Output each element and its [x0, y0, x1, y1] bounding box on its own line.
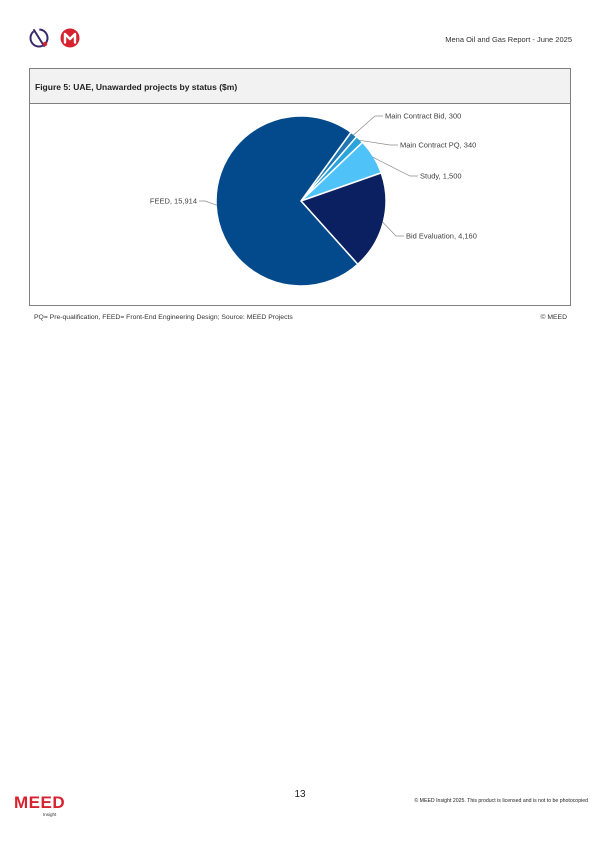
report-title: Mena Oil and Gas Report - June 2025 — [445, 35, 572, 44]
data-label-bid-evaluation: Bid Evaluation, 4,160 — [406, 231, 477, 241]
data-label-main-contract-pq: Main Contract PQ, 340 — [400, 140, 477, 150]
leader-line — [353, 116, 383, 135]
page-number: 13 — [294, 789, 306, 800]
pie-chart — [30, 104, 570, 304]
leader-line — [382, 222, 404, 236]
data-label-main-contract-bid: Main Contract Bid, 300 — [385, 111, 462, 121]
meed-insight-logo — [14, 793, 66, 817]
meed-m-logo-icon — [60, 28, 80, 48]
source-note: PQ= Pre-qualification, FEED= Front-End Engineering Design; Source: MEED Projects — [34, 314, 293, 321]
figure-header — [30, 69, 570, 104]
leader-line — [199, 201, 217, 205]
meed-brand-sub: Insight — [43, 812, 57, 817]
data-label-feed: FEED, 15,914 — [149, 196, 197, 206]
figure-title: Figure 5: UAE, Unawarded projects by status ($m) — [35, 82, 238, 92]
meed-brand-word: MEED — [14, 793, 66, 812]
footer-legal: © MEED Insight 2025. This product is licensed and is not to be photocopied — [414, 798, 588, 804]
copyright-note: © MEED — [540, 314, 567, 321]
figure-box — [29, 68, 571, 306]
compass-logo-icon — [28, 27, 50, 49]
data-label-study: Study, 1,500 — [420, 171, 462, 181]
